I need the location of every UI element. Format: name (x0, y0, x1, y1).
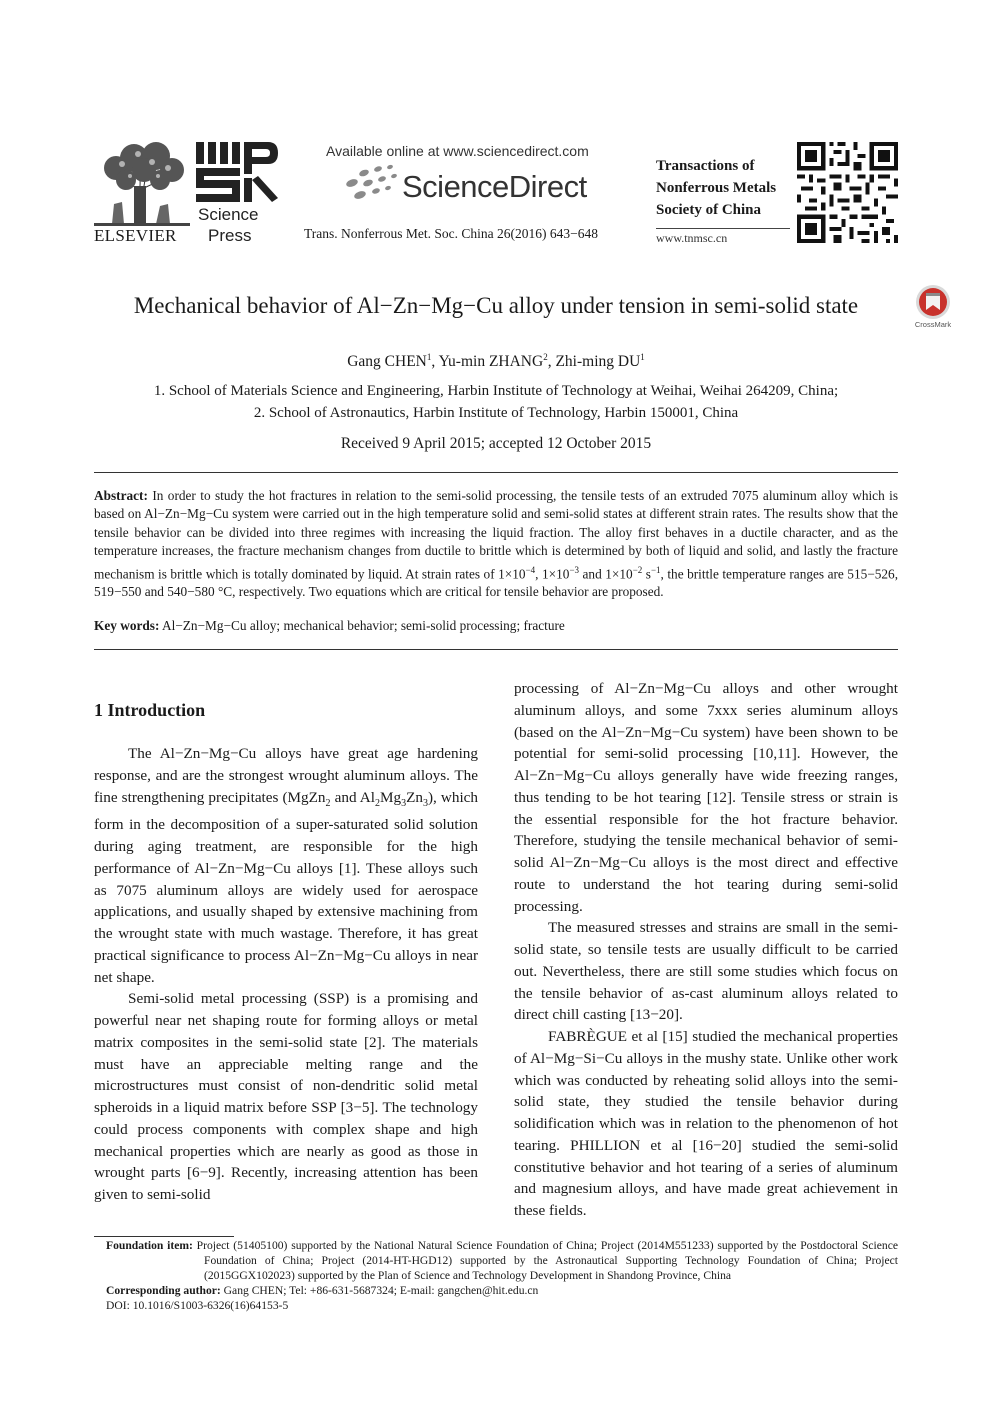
strain-rate-2: , 1×10 (535, 566, 570, 582)
available-online-text: Available online at www.sciencedirect.com (326, 143, 589, 159)
sciencedirect-wordmark: ScienceDirect (402, 169, 587, 204)
keywords (94, 617, 898, 635)
author-affiliation-number: 2 (543, 352, 548, 362)
strain-rate-unit: s (642, 566, 651, 582)
paper-title: Mechanical behavior of Al−Zn−Mg−Cu alloy under tension in semi-solid state (133, 293, 859, 318)
author-separator: , (431, 353, 439, 371)
intro-paragraph-2-continued: processing of Al−Zn−Mg−Cu alloys and other wrought aluminum alloys, and some 7xxx series aluminum alloys (based on the Al−Zn−Mg−Cu system) have been shown to be potential for semi-solid processing [10,11]. However, the Al−Zn−Mg−Cu alloys generally have wide freezing ranges, thus tending to be hot tearing [12]. Tensile stress or strain is the essential responsible for the hot fracture behavior. Therefore, studying the tensile mechanical behavior of semi-solid Al−Zn−Mg−Cu alloys is the most direct and effective route to understand the hot tearing during semi-solid processing. (514, 680, 898, 915)
author-affiliation-number: 1 (640, 352, 645, 362)
foundation-label: Foundation item: (106, 1239, 193, 1252)
affiliation-1: 1. School of Materials Science and Engineering, Harbin Institute of Technology at Weihai, Weihai 264209, China; (153, 383, 839, 399)
journal-divider (656, 228, 790, 229)
section-heading-introduction: 1 Introduction (94, 700, 206, 720)
journal-title-block: Transactions of Nonferrous Metals Society of China (656, 158, 777, 218)
abstract-text-end: , the brittle temperature ranges are 515−526, 519−550 and 540−580 °C, respectively. Two equations which are critical for tensile behavior are proposed. (94, 566, 899, 600)
elsevier-logo (94, 140, 190, 246)
intro-paragraph-4: FABRÈGUE et al [15] studied the mechanical properties of Al−Mg−Si−Cu alloys in the mushy state. Unlike other work which was conducted by reheating solid alloys into the semi-solid state, they studied the tensile behavior during solidification which was in relation to the phenomenon of hot tearing. PHILLION et al [16−20] studied the semi-solid constitutive behavior and hot tearing of a series of aluminum and magnesium alloys, and have made great achievement in these fields. (514, 1028, 898, 1219)
elsevier-wordmark: ELSEVIER (94, 226, 177, 245)
sciencedirect-logo (342, 163, 622, 207)
footnote-rule (94, 1236, 234, 1237)
strain-rate-3: and 1×10 (579, 566, 633, 582)
journal-citation: Trans. Nonferrous Met. Soc. China 26(2016) 643−648 (304, 226, 598, 241)
science-press-wordmark: Science Press (198, 205, 259, 245)
intro-paragraph-1: The Al−Zn−Mg−Cu alloys have great age hardening response, and are the strongest wrought aluminum alloys. The fine strengthening precipitates (MgZn$_2$ and $Al_2Mg_3Zn_3$), which form in the decomposition of a super-saturated solid solution during aging treatment, are responsible for the high performance of Al−Zn−Mg−Cu alloys [1]. These alloys such as 7075 aluminum alloys are widely used for aerospace applications, and usually shaped by extensive machining from the wrought state with much wastage. Therefore, it has great practical significance to process Al−Zn−Mg−Cu alloys in near net shape. (94, 745, 478, 986)
right-column (514, 678, 898, 1222)
intro-paragraph-3: The measured stresses and strains are small in the semi-solid state, so tensile tests are usually difficult to be carried out. Nevertheless, there are still some studies which focus on the tensile behavior of as-cast aluminum alloys related to direct chill casting [13−20]. (514, 919, 898, 1024)
strain-rate-1: 1×10 (498, 566, 526, 582)
corresponding-author (106, 1283, 898, 1298)
author-affiliation-number: 1 (426, 352, 432, 362)
author-name: Gang CHEN (347, 353, 427, 371)
science-press-logo (192, 140, 280, 246)
affiliation-2: 2. School of Astronautics, Harbin Institute of Technology, Harbin 150001, China (253, 405, 739, 421)
author-separator: , (547, 353, 556, 371)
abstract (94, 487, 898, 602)
abstract-bottom-rule (94, 649, 898, 650)
elsevier-tree-icon (94, 140, 190, 226)
abstract-top-rule (94, 472, 898, 473)
corresponding-text: Gang CHEN; Tel: +86-631-5687324; E-mail: gangchen@hit.edu.cn (220, 1284, 539, 1297)
received-dates: Received 9 April 2015; accepted 12 October 2015 (340, 435, 652, 452)
crossmark-label: CrossMark (914, 320, 952, 329)
author-name: Zhi-ming DU (555, 353, 641, 371)
strain-rate-1-exponent: −4 (525, 564, 536, 575)
author-list (0, 352, 992, 371)
foundation-item (106, 1238, 898, 1283)
keywords-text: Al−Zn−Mg−Cu alloy; mechanical behavior; semi-solid processing; fracture (159, 618, 565, 633)
qr-code-icon (797, 142, 898, 243)
strain-rate-unit-exponent: −1 (650, 564, 661, 575)
journal-url: www.tnmsc.cn (656, 231, 728, 245)
keywords-label: Key words: (94, 618, 160, 633)
intro-paragraph-2: Semi-solid metal processing (SSP) is a promising and powerful near net shaping route for forming alloys or metal matrix composites in the semi-solid state [2]. The materials must have an appreciable melting range and the microstructures must consist of non-dendritic solid metal spheroids in a liquid matrix before SSP [3−5]. The technology could process components with complex shape and high mechanical properties which are nearly as good as those in wrought parts [6−9]. Recently, increasing attention has been given to semi-solid (94, 990, 478, 1204)
corresponding-label: Corresponding author: (106, 1284, 221, 1297)
crossmark-icon (912, 284, 954, 322)
science-press-icon (192, 140, 280, 204)
left-column (94, 743, 478, 1206)
doi[interactable]: DOI: 10.1016/S1003-6326(16)64153-5 (106, 1299, 289, 1312)
sciencedirect-dots-icon (342, 163, 402, 207)
footnotes (106, 1238, 898, 1313)
author-name: Yu-min ZHANG (438, 353, 544, 371)
crossmark-badge[interactable] (912, 284, 954, 332)
abstract-text: In order to study the hot fractures in relation to the semi-solid processing, the tensile tests of an extruded 7075 aluminum alloy which is based on Al−Zn−Mg−Cu system were carried out in the high temperature solid and semi-solid states at different strain rates. The results show that the tensile behavior can be divided into three regimes with increasing the liquid fraction. The alloy first behaves in a ductile character, and as the temperature increases, the fracture mechanism changes from ductile to brittle which is determined by both of liquid and solid, and lastly the fracture mechanism is brittle which is totally dominated by liquid. At strain rates of (94, 488, 898, 582)
foundation-text: Project (51405100) supported by the National Natural Science Foundation of China; Project (2014M551233) supported by the Postdoctoral Science Foundation of China; Project (2014-HT-HGD12) supported by the Astronautical Supporting Technology Foundation of China; Project (2015GGX102023) supported by the Plan of Science and Technology Development in Shandong Province, China (192, 1239, 898, 1282)
abstract-label: Abstract: (94, 488, 148, 503)
strain-rate-3-exponent: −2 (632, 564, 643, 575)
strain-rate-2-exponent: −3 (569, 564, 580, 575)
